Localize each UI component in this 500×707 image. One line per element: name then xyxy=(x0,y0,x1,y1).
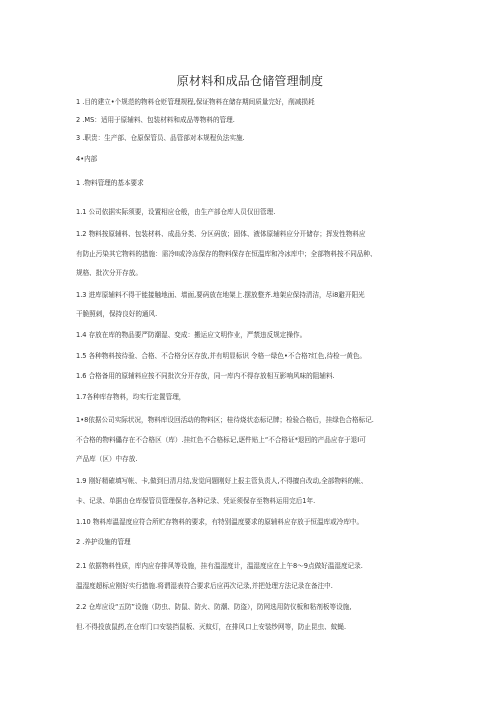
text-line: 1.4 存放在库的物品要严防潮湿、变成：搬运应文明作业，严禁违反规定操作。 xyxy=(76,331,307,339)
text-line: 产品库（区）中存放. xyxy=(76,455,138,463)
text-line: 但.不得投放鼠药,在仓库门口安装挡鼠板、灭蚊灯，在排风口上安装纱网等，防止昆虫、蚊蝇. xyxy=(76,623,347,631)
text-line: 1 .目的建立•个规范的物料仓贬管理规程,保证物料在储存期间质量完好，削减损耗 xyxy=(76,98,315,106)
text-line: 2 .养护设施的管理 xyxy=(76,538,131,546)
text-line: 2.2 仓库应设“五防”设施（防虫、防鼠、防火、防潮、防盗），防网选用防仪板和粘剂板等设施, xyxy=(76,603,352,611)
text-line: 有防止污染其它物料的措施：需冷II或冷冻保存的物料保存在恒温库和冷冰库中；全部物料按不同品种、 xyxy=(76,250,377,258)
text-line: 2 .MS：适用于原辅料、包装材料和成品等物料的管理. xyxy=(76,116,235,124)
text-line: 2.1 依据物料性质，库内应存排风等设施，挂有温湿度计，温湿度应在上午8〜9点做好温湿度记录. xyxy=(76,562,363,570)
text-line: 1.10 物料库温湿度应符合所贮存物料的要求，有特别温度要求的原辅料应存放于恒温库或冷库中。 xyxy=(76,518,364,526)
text-line: 1.1 公司依据实际须要，设置相应仓般，由生产部仓库人员仅田管理. xyxy=(76,208,276,216)
text-line: 1.3 进库原辅料不得干能接触地面、墙面,要码放在地架上.摆放整齐.地架应保持清洁，尽i8避开阳光 xyxy=(76,291,365,299)
document-title: 原材料和成品仓储管理制度 xyxy=(176,74,324,88)
text-line: 不合格的物料儡存在不合格区（库）.挂红色不合格标记,逐件贴上“不合格证*退回的产品应存于退I可 xyxy=(76,436,366,444)
text-line: 规格、批次分开存放。 xyxy=(76,269,142,277)
text-line: 1.5 各种物料按待验、合格、不合格分区存放,并有明显标识 令格一绿色•不合格?红色,待检一黄色。 xyxy=(76,352,367,360)
text-line: 1.2 物料按原辅料、包装材料、成品分类、分区码放；固体、液体原辅料应分开储存；挥发性物料应 xyxy=(76,230,366,238)
text-line: 1.6 合格备用的原辅料应按不同批次分开存放，同一库内不得存放相互影响风味的阻辅料. xyxy=(76,372,335,380)
text-line: 温湿度超标应刚好实行措施.将谓湿表符合要求后应再次记录,并把处理方法记录在备注中. xyxy=(76,582,333,590)
text-line: 卡、记录、单据由仓库保管员管理保存,各种记录、凭证须保存至物料运用完后1年. xyxy=(76,497,316,505)
text-line: 干脆照刺，保持良好的通风. xyxy=(76,310,158,318)
text-line: 3 .职贵：生产部、仓原保管员、品管部对本规程负法实施. xyxy=(76,134,245,142)
text-line: 4•内部 xyxy=(76,155,98,163)
text-line: 1 .物料管理的基本要求 xyxy=(76,179,144,187)
text-line: 1.7各种库存物料，均实行定置管理， xyxy=(76,393,186,401)
text-line: 1•8依据公司实际状况，物料库设回活动的物料区；桂待烧状态标记牌；检验合格后，挂绿色合格标记. xyxy=(76,416,374,424)
text-line: 1.9 刚好精確填写帐、卡,做到日清月结,发觉问题刚好上报主管负责人,不得擅自改动,全部物料的帐、 xyxy=(76,477,368,485)
